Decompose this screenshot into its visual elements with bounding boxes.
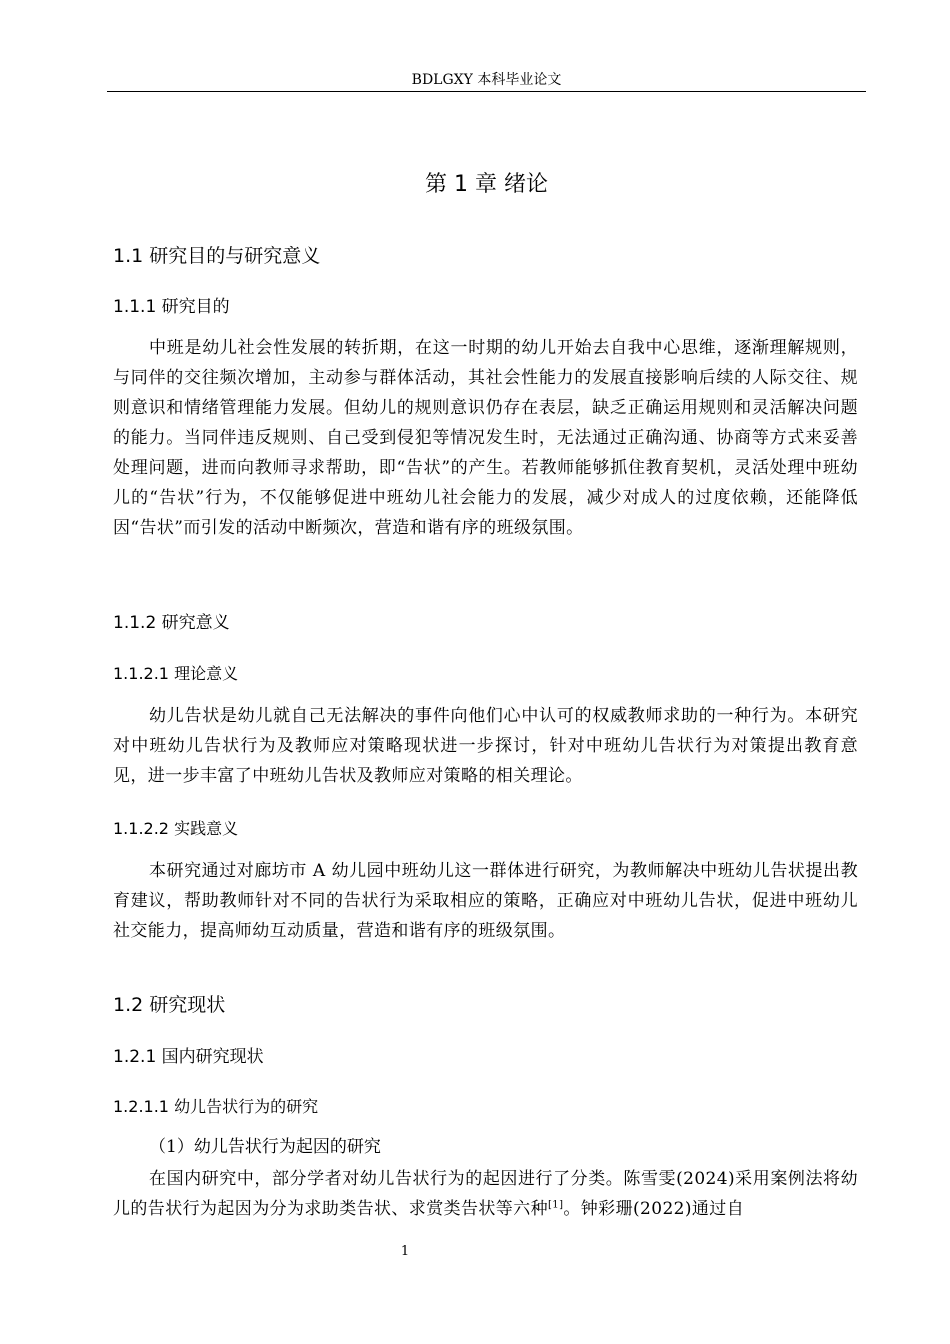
section-heading-1-1-2: 1.1.2 研究意义 [113,613,230,633]
section-heading-1-1-2-2: 1.1.2.2 实践意义 [113,819,239,838]
chapter-title: 第 1 章 绪论 [425,172,548,197]
page-header: BDLGXY 本科毕业论文 [411,72,562,88]
paragraph-text-a: 在国内研究中，部分学者对幼儿告状行为的起因进行了分类。陈雪雯(2024)采用案例法将幼儿的告状行为起因为分为求助类告状、求赏类告状等六种 [113,1169,858,1219]
page-number: 1 [400,1244,410,1259]
section-heading-1-2-1: 1.2.1 国内研究现状 [113,1047,264,1067]
section-heading-1-2-1-1: 1.2.1.1 幼儿告状行为的研究 [113,1097,319,1116]
paragraph-domestic-research [113,1164,858,1224]
section-heading-1-2: 1.2 研究现状 [113,994,226,1016]
citation-reference[interactable]: [1] [548,1199,564,1211]
subheading-cause-research: （1）幼儿告状行为起因的研究 [149,1137,381,1157]
section-heading-1-1-1: 1.1.1 研究目的 [113,297,230,317]
paragraph-theoretical-significance: 幼儿告状是幼儿就自己无法解决的事件向他们心中认可的权威教师求助的一种行为。本研究对中班幼儿告状行为及教师应对策略现状进一步探讨，针对中班幼儿告状行为对策提出教育意见，进一步丰富了中班幼儿告状及教师应对策略的相关理论。 [113,706,858,786]
section-heading-1-1-2-1: 1.1.2.1 理论意义 [113,664,239,683]
section-heading-1-1: 1.1 研究目的与研究意义 [113,245,321,267]
paragraph-research-purpose: 中班是幼儿社会性发展的转折期，在这一时期的幼儿开始去自我中心思维，逐渐理解规则，与同伴的交往频次增加，主动参与群体活动，其社会性能力的发展直接影响后续的人际交往、规则意识和情绪管理能力发展。但幼儿的规则意识仍存在表层，缺乏正确运用规则和灵活解决问题的能力。当同伴违反规则、自己受到侵犯等情况发生时，无法通过正确沟通、协商等方式来妥善处理问题，进而向教师寻求帮助，即“告状”的产生。若教师能够抓住教育契机，灵活处理中班幼儿的“告状”行为，不仅能够促进中班幼儿社会能力的发展，减少对成人的过度依赖，还能降低因“告状”而引发的活动中断频次，营造和谐有序的班级氛围。 [113,338,858,538]
paragraph-text-b: 。钟彩珊(2022)通过自 [563,1199,745,1219]
paragraph-practical-significance: 本研究通过对廊坊市 A 幼儿园中班幼儿这一群体进行研究，为教师解决中班幼儿告状提出教育建议，帮助教师针对不同的告状行为采取相应的策略，正确应对中班幼儿告状，促进中班幼儿社交能力，提高师幼互动质量，营造和谐有序的班级氛围。 [113,861,858,941]
header-rule [107,91,866,92]
